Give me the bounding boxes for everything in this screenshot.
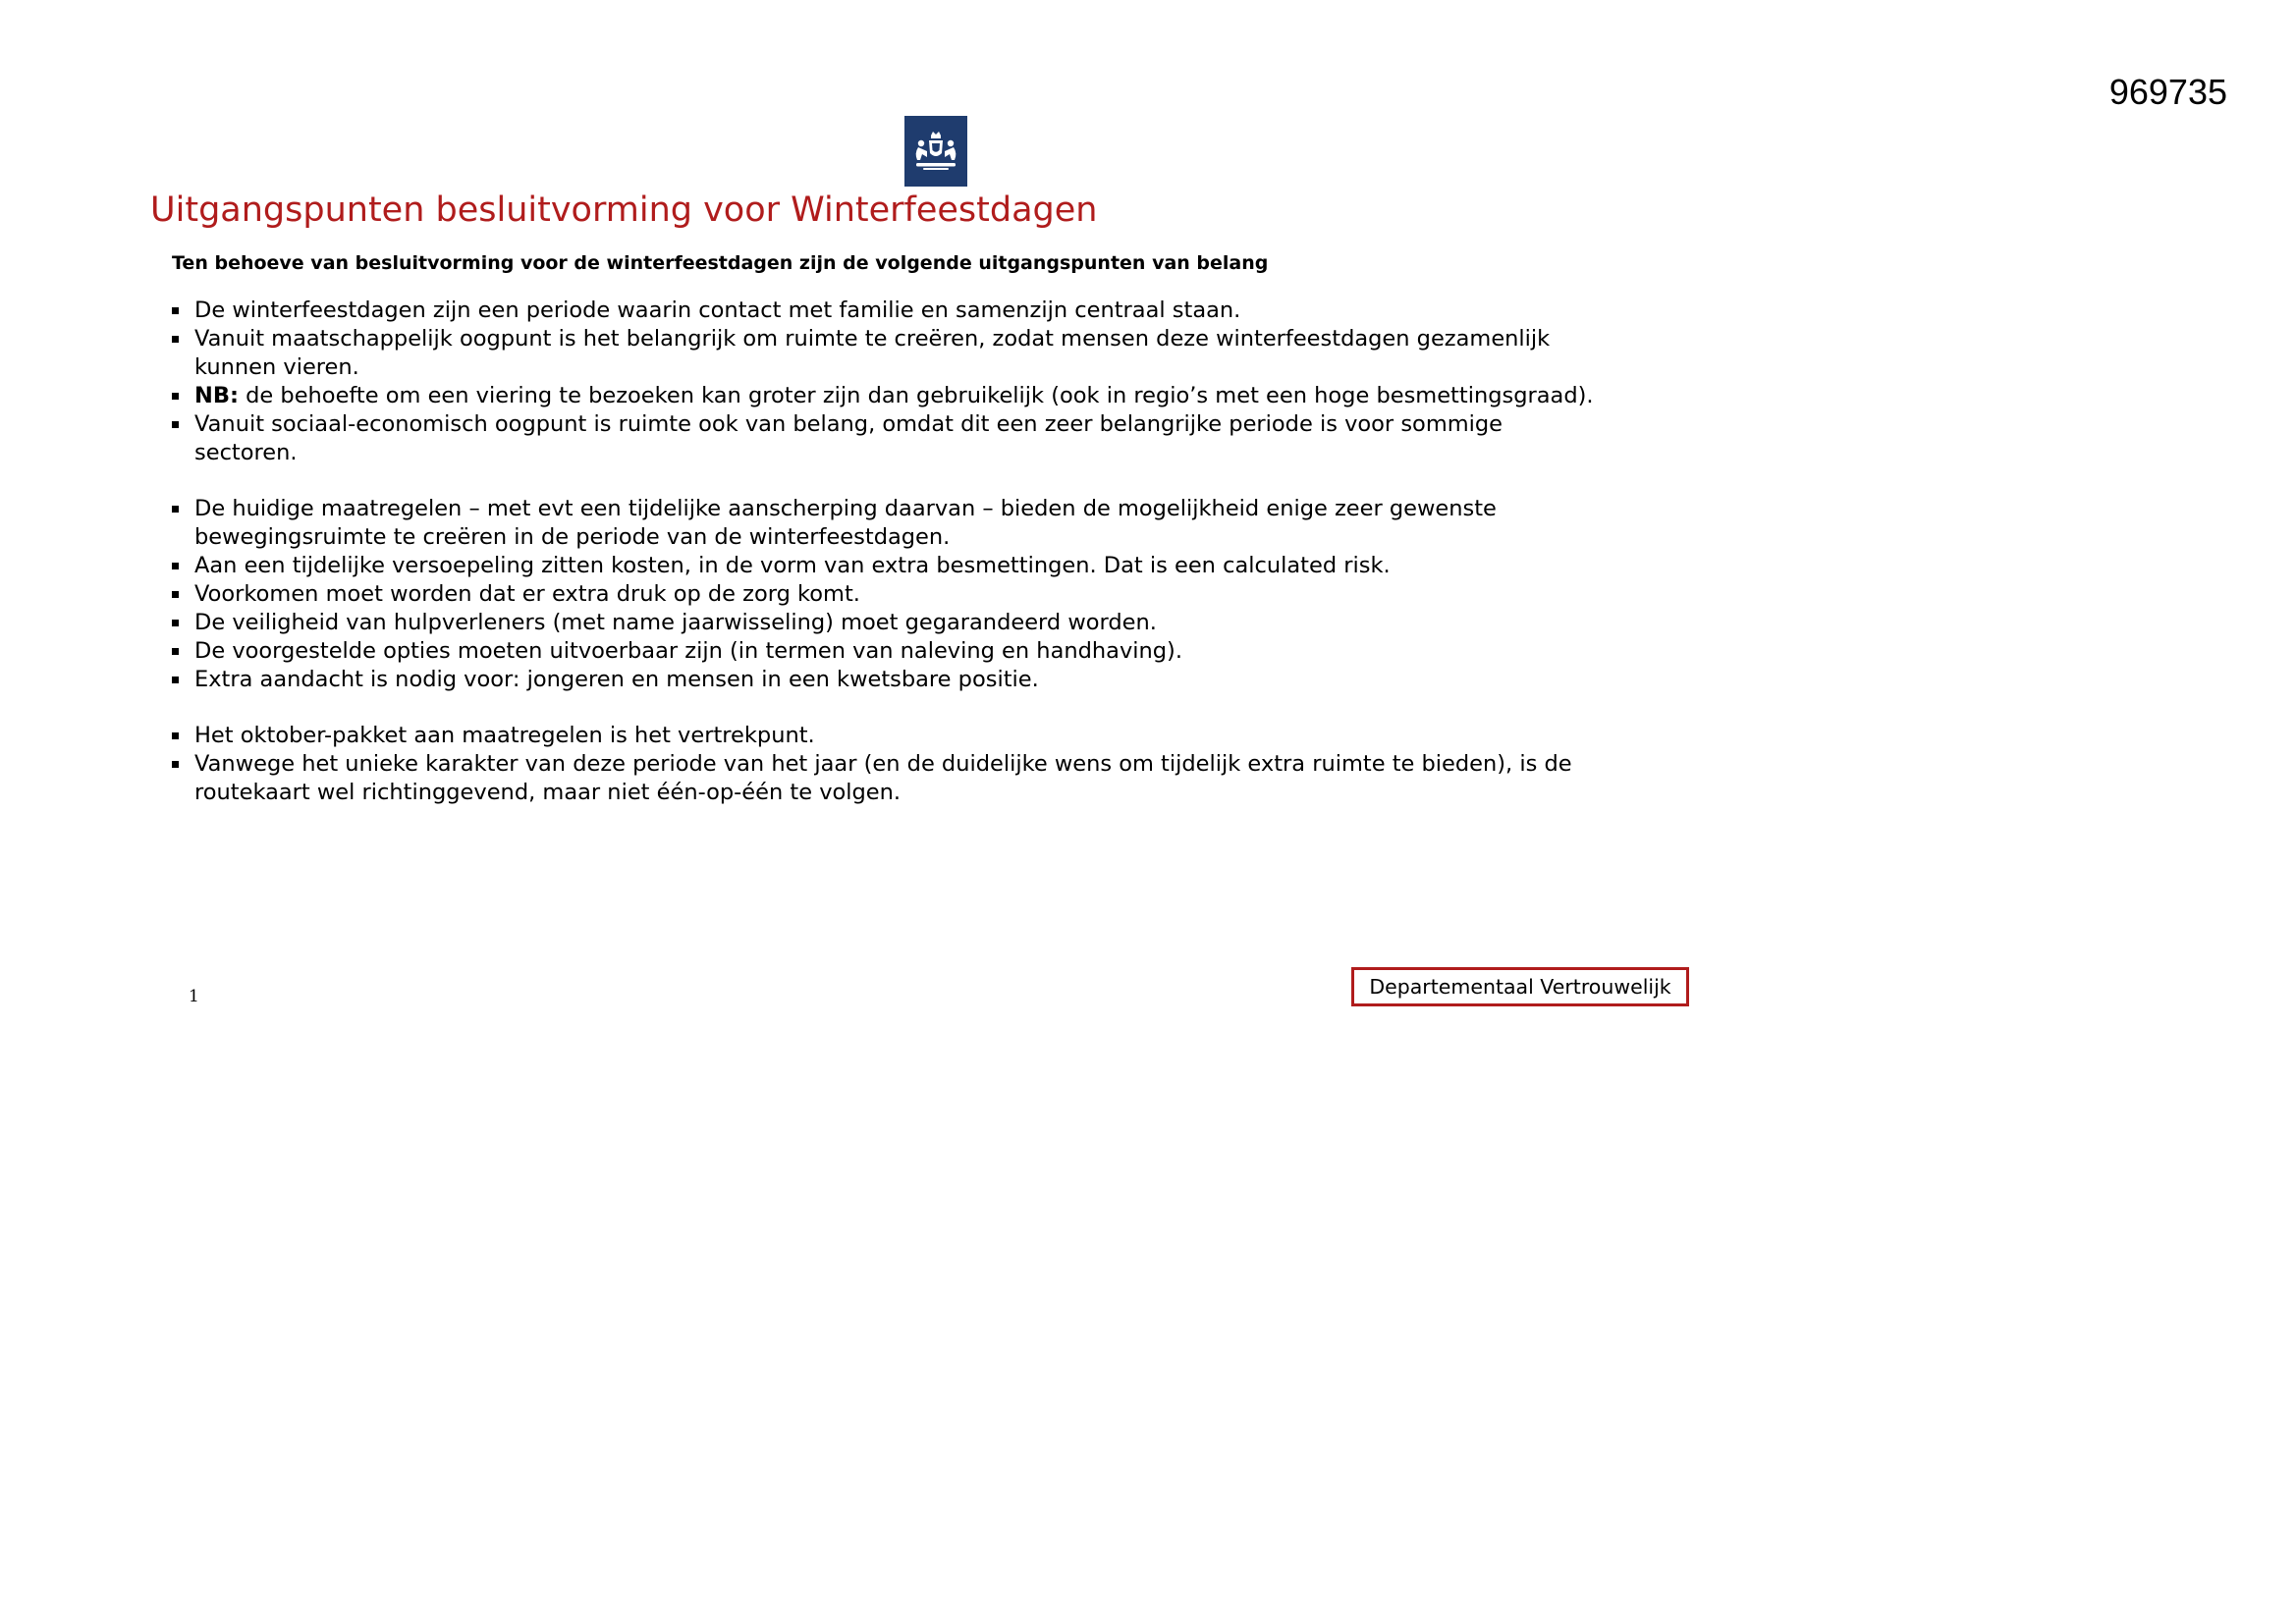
bullet-line: Vanwege het unieke karakter van deze periode van het jaar (en de duidelijke wens om tijdelijk extra ruimte te bieden), is de [194, 751, 1572, 777]
page-title: Uitgangspunten besluitvorming voor Winterfeestdagen [150, 190, 1098, 230]
bullet-marker-icon [172, 732, 179, 739]
bullet-groups [172, 297, 1743, 835]
bullet-item [172, 580, 1743, 609]
bullet-item [172, 722, 1743, 750]
bullet-item [172, 297, 1743, 325]
bullet-marker-icon [172, 677, 179, 683]
bullet-line: bewegingsruimte te creëren in de periode van de winterfeestdagen. [194, 524, 951, 550]
bullet-text: de behoefte om een viering te bezoeken kan groter zijn dan gebruikelijk (ook in regio’s met een hoge besmettingsgraad). [238, 383, 1594, 408]
bullet-line: Aan een tijdelijke versoepeling zitten kosten, in de vorm van extra besmettingen. Dat is een calculated risk. [194, 553, 1391, 578]
bullet-item [172, 750, 1743, 807]
bullet-item [172, 666, 1743, 694]
bullet-item [172, 325, 1743, 382]
bullet-item [172, 495, 1743, 552]
bullet-line: Voorkomen moet worden dat er extra druk op de zorg komt. [194, 581, 860, 607]
page-number: 1 [189, 987, 199, 1006]
bullet-line: De winterfeestdagen zijn een periode waarin contact met familie en samenzijn centraal staan. [194, 298, 1241, 323]
bullet-line [194, 382, 1743, 410]
government-logo [904, 116, 967, 187]
bullet-line: kunnen vieren. [194, 354, 359, 380]
bullet-item [172, 410, 1743, 467]
bullet-marker-icon [172, 336, 179, 343]
classification-label: Departementaal Vertrouwelijk [1351, 967, 1689, 1006]
bullet-marker-icon [172, 307, 179, 314]
bullet-marker-icon [172, 591, 179, 598]
bullet-line: De veiligheid van hulpverleners (met name jaarwisseling) moet gegarandeerd worden. [194, 610, 1157, 635]
bullet-line: sectoren. [194, 440, 298, 465]
bullet-line: Vanuit maatschappelijk oogpunt is het belangrijk om ruimte te creëren, zodat mensen deze winterfeestdagen gezamenlijk [194, 326, 1551, 352]
bullet-line: Het oktober-pakket aan maatregelen is het vertrekpunt. [194, 723, 815, 748]
bullet-line: routekaart wel richtinggevend, maar niet één-op-één te volgen. [194, 780, 902, 805]
bullet-marker-icon [172, 648, 179, 655]
bullet-item [172, 609, 1743, 637]
bullet-item [172, 637, 1743, 666]
bullet-marker-icon [172, 563, 179, 569]
bullet-marker-icon [172, 761, 179, 768]
intro-text: Ten behoeve van besluitvorming voor de winterfeestdagen zijn de volgende uitgangspunten van belang [172, 252, 1269, 274]
bullet-group [172, 297, 1743, 467]
bullet-marker-icon [172, 506, 179, 513]
bullet-line: De voorgestelde opties moeten uitvoerbaar zijn (in termen van naleving en handhaving). [194, 638, 1182, 664]
bullet-marker-icon [172, 393, 179, 400]
bullet-marker-icon [172, 620, 179, 626]
bullet-group [172, 722, 1743, 807]
bullet-marker-icon [172, 421, 179, 428]
bullet-item [172, 552, 1743, 580]
bullet-line: Vanuit sociaal-economisch oogpunt is ruimte ook van belang, omdat dit een zeer belangrijke periode is voor sommige [194, 411, 1503, 437]
bullet-line: De huidige maatregelen – met evt een tijdelijke aanscherping daarvan – bieden de mogelijkheid enige zeer gewenste [194, 496, 1497, 521]
rijksoverheid-coat-of-arms-icon [910, 130, 961, 173]
bullet-prefix: NB: [194, 383, 239, 408]
bullet-item [172, 382, 1743, 410]
bullet-line: Extra aandacht is nodig voor: jongeren en mensen in een kwetsbare positie. [194, 667, 1039, 692]
document-number: 969735 [2108, 72, 2227, 112]
bullet-group [172, 495, 1743, 694]
